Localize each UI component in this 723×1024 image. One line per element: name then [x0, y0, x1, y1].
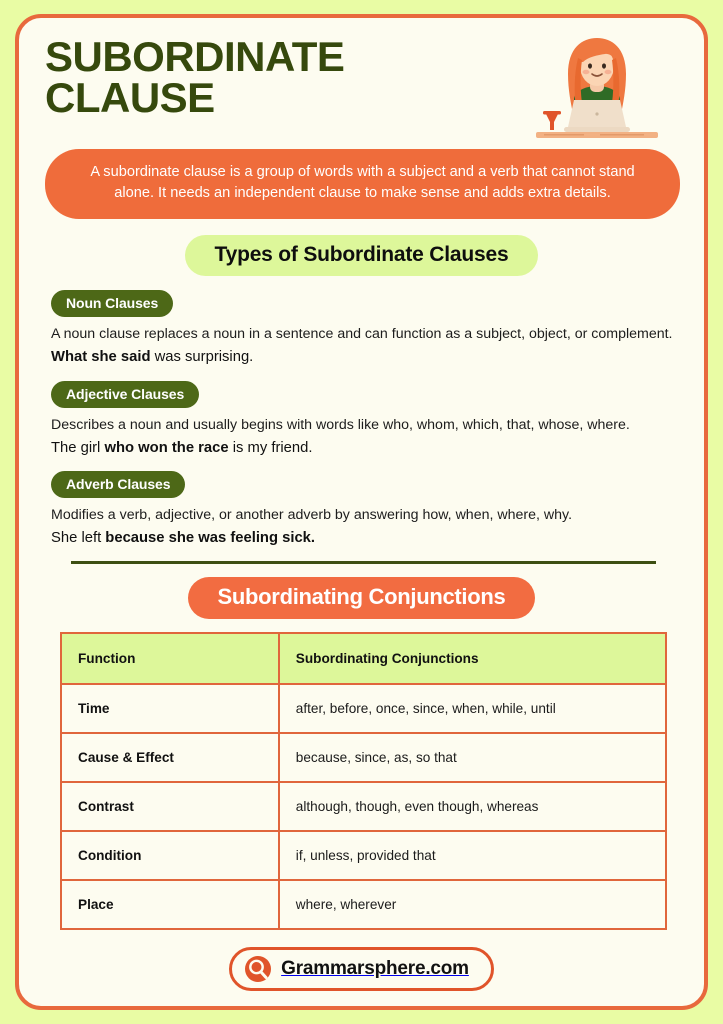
brand-link[interactable]	[229, 947, 494, 991]
page-title-line-2: CLAUSE	[45, 74, 215, 122]
page-title-line-1: SUBORDINATE	[45, 33, 345, 80]
table-header-conjunctions: Subordinating Conjunctions	[279, 633, 666, 684]
example-adjective-clauses	[51, 437, 678, 459]
conjunctions-table	[60, 632, 667, 930]
example-rest-adjective: is my friend.	[228, 439, 313, 456]
table-head	[61, 633, 666, 684]
example-prefix-adverb: She left	[51, 530, 106, 547]
clause-sections	[19, 276, 704, 564]
magnifier-logo-icon	[244, 955, 272, 983]
table-header-function: Function	[61, 633, 279, 684]
cell-conjunctions-condition: if, unless, provided that	[279, 831, 666, 880]
poster-header	[19, 18, 704, 143]
cell-conjunctions-time: after, before, once, since, when, while, until	[279, 684, 666, 733]
example-noun-clauses	[51, 346, 678, 368]
badge-adjective-clauses: Adjective Clauses	[51, 381, 199, 408]
cell-conjunctions-cause-effect: because, since, as, so that	[279, 733, 666, 782]
page-title	[45, 33, 475, 122]
table-row	[61, 782, 666, 831]
cell-conjunctions-contrast: although, though, even though, whereas	[279, 782, 666, 831]
table-body	[61, 684, 666, 929]
table-row	[61, 831, 666, 880]
example-prefix-adjective: The girl	[51, 439, 105, 456]
cell-function-contrast: Contrast	[61, 782, 279, 831]
example-rest-noun: was surprising.	[150, 349, 254, 366]
table-row	[61, 880, 666, 929]
cell-function-place: Place	[61, 880, 279, 929]
description-noun-clauses: A noun clause replaces a noun in a sentence and can function as a subject, object, or complement.	[51, 326, 673, 343]
poster-card	[15, 14, 708, 1010]
table-row	[61, 733, 666, 782]
section-adverb-clauses	[51, 471, 678, 549]
badge-noun-clauses: Noun Clauses	[51, 290, 173, 317]
description-adverb-clauses: Modifies a verb, adjective, or another adverb by answering how, when, where, why.	[51, 507, 573, 523]
definition-box: A subordinate clause is a group of words with a subject and a verb that cannot stand alone. It needs an independent clause to make sense and adds extra details.	[45, 149, 680, 219]
example-bold-adjective: who won the race	[104, 439, 229, 456]
table-header-row	[61, 633, 666, 684]
cell-function-cause-effect: Cause & Effect	[61, 733, 279, 782]
example-bold-adverb: because she was feeling sick.	[105, 530, 316, 547]
conjunctions-heading-pill: Subordinating Conjunctions	[188, 577, 536, 619]
section-adjective-clauses	[51, 381, 678, 459]
example-bold-noun: What she said	[51, 349, 151, 366]
types-heading-row	[19, 235, 704, 276]
conjunctions-table-wrap	[19, 619, 704, 930]
woman-at-laptop-illustration	[522, 28, 672, 148]
table-row	[61, 684, 666, 733]
brand-name: Grammarsphere.com	[281, 958, 469, 980]
cell-conjunctions-place: where, wherever	[279, 880, 666, 929]
conjunctions-heading-row	[19, 577, 704, 619]
example-adverb-clauses	[51, 527, 678, 549]
poster-footer	[19, 947, 704, 991]
section-divider	[71, 561, 656, 564]
cell-function-condition: Condition	[61, 831, 279, 880]
section-noun-clauses	[51, 290, 678, 368]
description-adjective-clauses: Describes a noun and usually begins with words like who, whom, which, that, whose, where.	[51, 416, 630, 433]
badge-adverb-clauses: Adverb Clauses	[51, 471, 185, 498]
cell-function-time: Time	[61, 684, 279, 733]
types-heading-pill: Types of Subordinate Clauses	[185, 235, 539, 276]
